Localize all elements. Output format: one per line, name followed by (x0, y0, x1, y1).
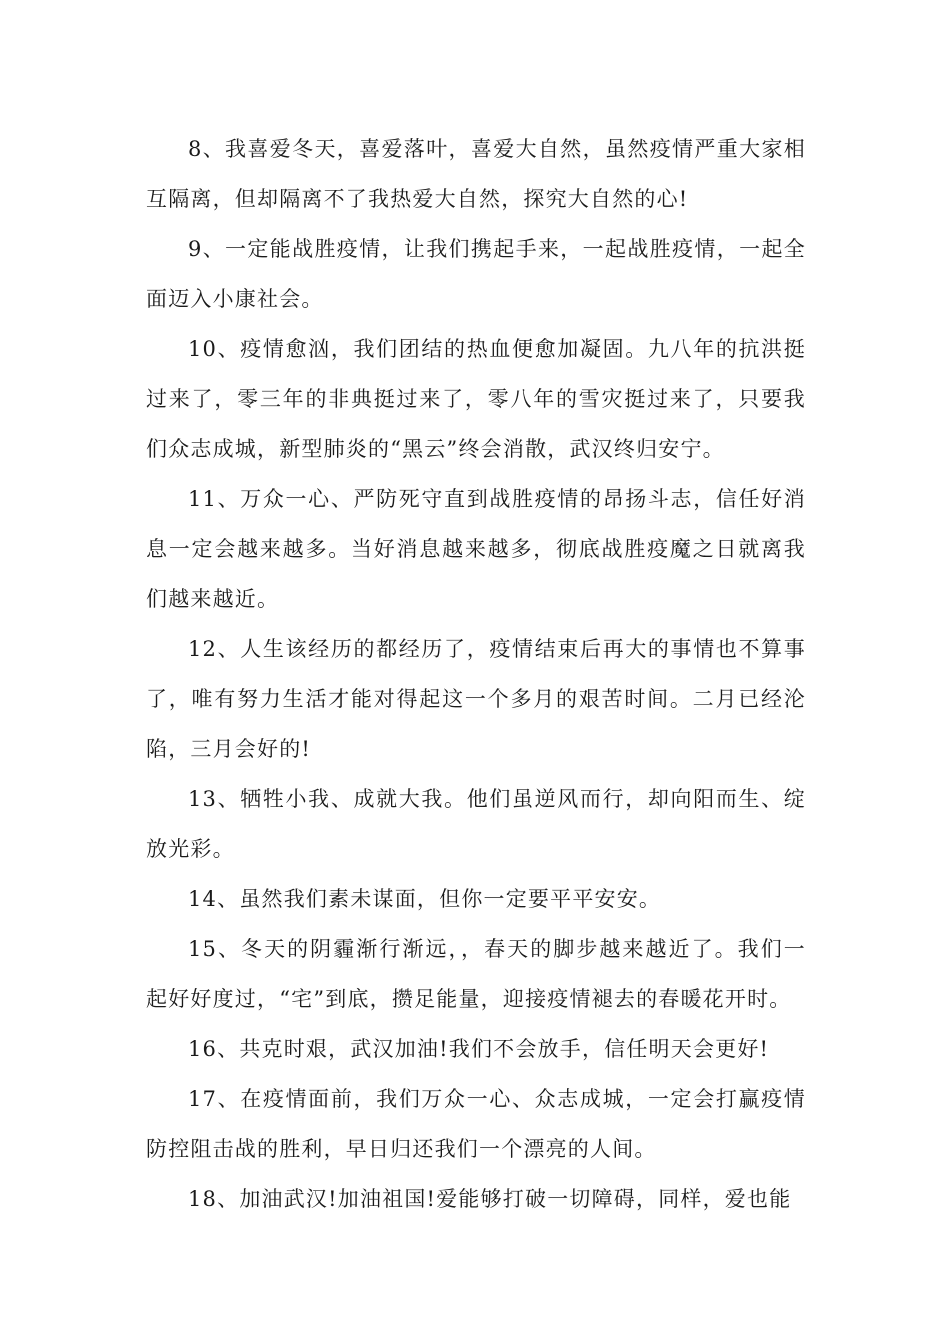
paragraph-13: 13、牺牲小我、成就大我。他们虽逆风而行，却向阳而生、绽放光彩。 (146, 787, 806, 861)
paragraph-12: 12、人生该经历的都经历了，疫情结束后再大的事情也不算事了，唯有努力生活才能对得起这一个多月的艰苦时间。二月已经沦陷，三月会好的! (146, 637, 806, 761)
paragraph-14: 14、虽然我们素未谋面，但你一定要平平安安。 (188, 887, 662, 911)
paragraph-18: 18、加油武汉!加油祖国!爱能够打破一切障碍，同样，爱也能 (188, 1187, 792, 1211)
paragraph-15: 15、冬天的阴霾渐行渐远，，春天的脚步越来越近了。我们一起好好度过，“宅”到底，攒足能量，迎接疫情褪去的春暖花开时。 (146, 937, 806, 1011)
paragraph-16: 16、共克时艰，武汉加油!我们不会放手，信任明天会更好! (188, 1037, 770, 1061)
paragraph-17: 17、在疫情面前，我们万众一心、众志成城，一定会打赢疫情防控阻击战的胜利，早日归还我们一个漂亮的人间。 (146, 1087, 806, 1161)
paragraph-10: 10、疫情愈汹，我们团结的热血便愈加凝固。九八年的抗洪挺过来了，零三年的非典挺过来了，零八年的雪灾挺过来了，只要我们众志成城，新型肺炎的“黑云”终会消散，武汉终归安宁。 (146, 337, 806, 461)
paragraph-9: 9、一定能战胜疫情，让我们携起手来，一起战胜疫情，一起全面迈入小康社会。 (146, 237, 806, 311)
paragraph-11: 11、万众一心、严防死守直到战胜疫情的昂扬斗志，信任好消息一定会越来越多。当好消息越来越多，彻底战胜疫魔之日就离我们越来越近。 (146, 487, 806, 611)
paragraph-8: 8、我喜爱冬天，喜爱落叶，喜爱大自然，虽然疫情严重大家相互隔离，但却隔离不了我热爱大自然，探究大自然的心! (146, 137, 806, 211)
document-body (146, 124, 806, 1224)
